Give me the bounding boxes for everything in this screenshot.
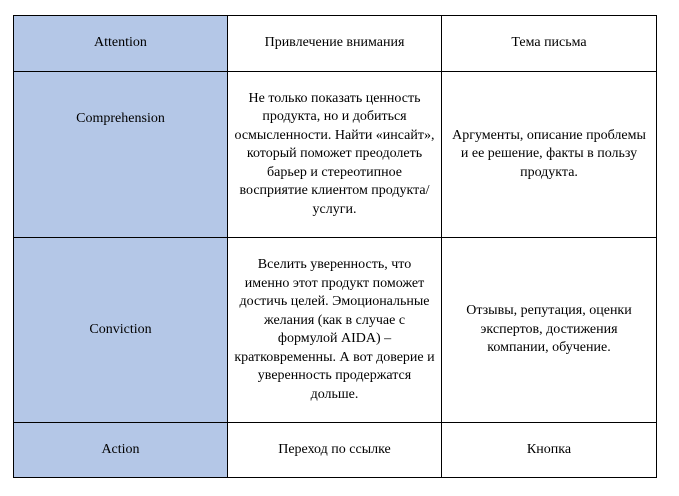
tool-cell	[442, 72, 657, 238]
tool-text: Кнопка	[526, 441, 572, 457]
goal-cell	[228, 238, 442, 423]
stage-cell	[14, 16, 228, 72]
goal-cell	[228, 423, 442, 478]
table-row-conviction	[14, 238, 657, 423]
tool-cell	[442, 423, 657, 478]
goal-cell	[228, 72, 442, 238]
table-row-attention	[14, 16, 657, 72]
stage-label: Conviction	[89, 321, 152, 337]
aida-stages-table	[13, 15, 657, 478]
tool-text: Тема письма	[511, 35, 587, 51]
goal-text: Вселить уверенность, что именно этот продукт поможет достичь целей. Эмоциональные желания (как в случае с формулой AIDA) – кратковременны. А вот доверие и уверенность продержатся дольше.	[234, 257, 435, 402]
stage-label: Action	[101, 441, 140, 457]
goal-text: Не только показать ценность продукта, но и добиться осмысленности. Найти «инсайт», который поможет преодолеть барьер и стереотипное восприятие клиентом продукта/услуги.	[234, 90, 435, 217]
tool-text: Аргументы, описание проблемы и ее решение, факты в пользу продукта.	[452, 127, 646, 180]
goal-text: Привлечение внимания	[264, 35, 405, 51]
stage-cell	[14, 238, 228, 423]
stage-label: Comprehension	[76, 111, 165, 127]
tool-cell	[442, 238, 657, 423]
tool-text: Отзывы, репутация, оценки экспертов, достижения компании, обучение.	[466, 303, 632, 356]
goal-cell	[228, 16, 442, 72]
table-row-comprehension	[14, 72, 657, 238]
stage-cell	[14, 72, 228, 238]
stage-label: Attention	[94, 35, 147, 51]
stage-cell	[14, 423, 228, 478]
goal-text: Переход по ссылке	[278, 441, 391, 457]
table-row-action	[14, 423, 657, 478]
tool-cell	[442, 16, 657, 72]
